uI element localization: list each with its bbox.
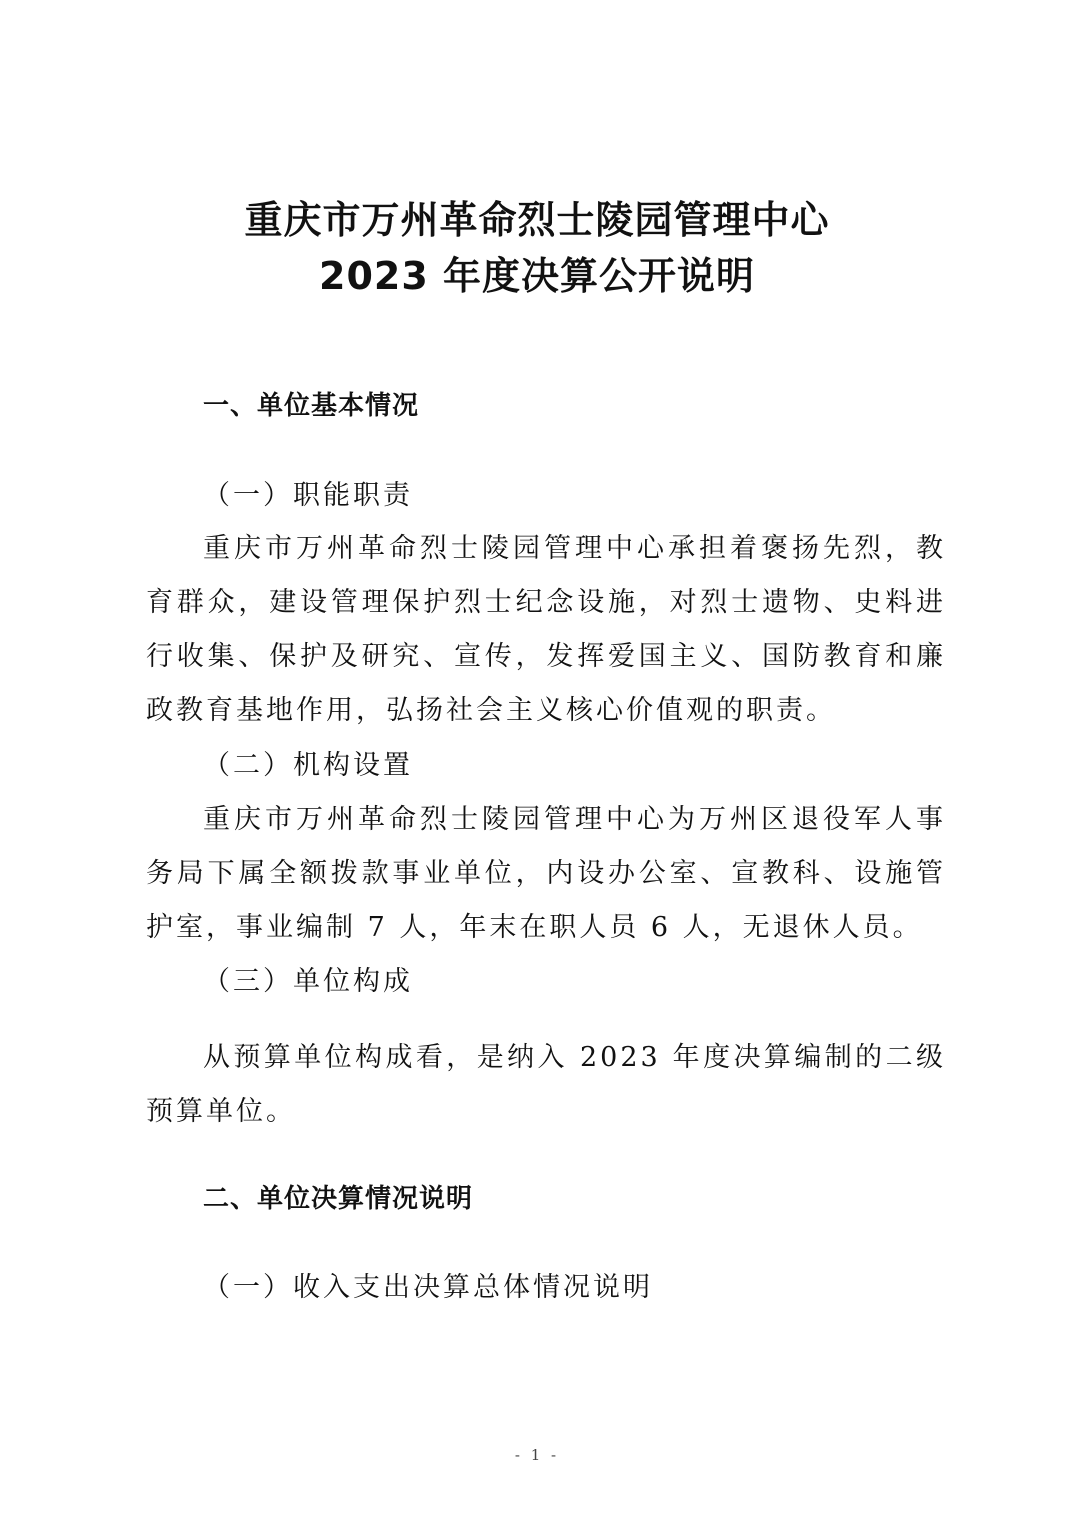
page-number: - 1 - xyxy=(514,1446,560,1464)
paragraph-organization: 重庆市万州革命烈士陵园管理中心为万州区退役军人事务局下属全额拨款事业单位，内设办公室、宣教科、设施管护室，事业编制 7 人，年末在职人员 6 人，无退休人员。 xyxy=(146,804,946,943)
section-heading-final-accounts: 二、单位决算情况说明 xyxy=(203,1184,474,1214)
document-title-line2: 2023 年度决算公开说明 xyxy=(319,254,755,298)
subsection-heading-income-expenditure: （一）收入支出决算总体情况说明 xyxy=(203,1272,653,1303)
paragraph-functions: 重庆市万州革命烈士陵园管理中心承担着褒扬先烈，教育群众，建设管理保护烈士纪念设施，对烈士遗物、史料进行收集、保护及研究、宣传，发挥爱国主义、国防教育和廉政教育基地作用，弘扬社会主义核心价值观的职责。 xyxy=(146,533,946,726)
document-title-line1: 重庆市万州革命烈士陵园管理中心 xyxy=(244,198,830,242)
subsection-heading-organization: （二）机构设置 xyxy=(203,750,413,781)
paragraph-composition: 从预算单位构成看，是纳入 2023 年度决算编制的二级预算单位。 xyxy=(146,1042,946,1127)
subsection-heading-composition: （三）单位构成 xyxy=(203,966,413,997)
section-heading-basic-info: 一、单位基本情况 xyxy=(203,391,420,421)
subsection-heading-functions: （一）职能职责 xyxy=(203,480,413,511)
